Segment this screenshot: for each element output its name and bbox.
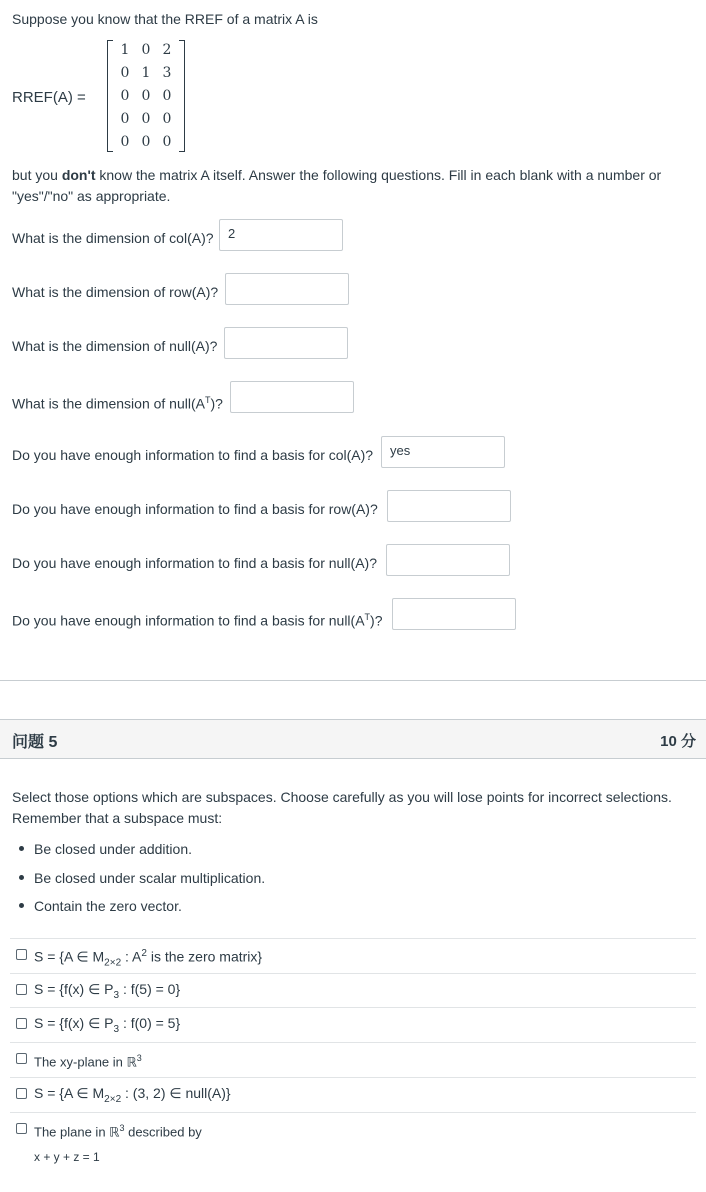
matrix-cell: 0 xyxy=(120,134,130,150)
rref-label: RREF(A) = xyxy=(12,89,86,106)
q-text: )? xyxy=(210,395,223,412)
option-checkbox[interactable] xyxy=(16,1018,27,1029)
option-divider xyxy=(10,973,696,974)
opt-text: : A xyxy=(121,948,142,965)
q-sup: T xyxy=(204,395,211,405)
matrix-cell: 1 xyxy=(120,42,130,58)
instr-text: but you xyxy=(12,167,62,183)
option-checkbox[interactable] xyxy=(16,1123,27,1134)
opt-sub: 2×2 xyxy=(104,957,122,969)
q-sup: T xyxy=(364,612,371,622)
opt-text: S = {A ∈ M xyxy=(34,1085,105,1101)
instr-text: know the matrix A itself. Answer the following questions. Fill in each blank with a number or xyxy=(95,167,662,183)
rule-item: Contain the zero vector. xyxy=(34,898,182,914)
opt-text: : (3, 2) ∈ null(A)} xyxy=(121,1085,231,1101)
option-label[interactable] xyxy=(34,979,180,1006)
question-title: 问题 5 xyxy=(12,734,58,751)
q-text: )? xyxy=(370,612,383,629)
matrix-cell: 0 xyxy=(162,134,172,150)
answer-input[interactable] xyxy=(387,490,511,522)
answer-input[interactable]: 2 xyxy=(219,219,343,251)
option-checkbox[interactable] xyxy=(16,949,27,960)
opt-text: S = {f(x) ∈ P xyxy=(34,1015,114,1031)
answer-input[interactable]: yes xyxy=(381,436,505,468)
option-divider xyxy=(10,938,696,939)
option-label[interactable] xyxy=(34,1083,231,1110)
option-divider xyxy=(10,1112,696,1113)
section-divider xyxy=(0,680,706,681)
matrix-cell: 2 xyxy=(162,42,172,58)
opt-sup: 2 xyxy=(141,948,147,959)
matrix-cell: 0 xyxy=(162,88,172,104)
matrix-cell: 0 xyxy=(141,134,151,150)
option-label[interactable] xyxy=(34,1048,142,1072)
answer-input[interactable] xyxy=(230,381,354,413)
question-label: Do you have enough information to find a basis for row(A)? xyxy=(12,501,378,517)
option-divider xyxy=(10,1077,696,1078)
matrix-row xyxy=(115,65,177,81)
answer-input[interactable] xyxy=(225,273,349,305)
answer-input[interactable] xyxy=(224,327,348,359)
option-checkbox[interactable] xyxy=(16,1088,27,1099)
opt-sub: 3 xyxy=(113,1023,120,1035)
question-label: What is the dimension of col(A)? xyxy=(12,230,214,246)
matrix-cell: 0 xyxy=(120,65,130,81)
matrix-row xyxy=(115,88,177,104)
opt-text: : f(0) = 5} xyxy=(119,1015,181,1031)
opt-text: The plane in ℝ xyxy=(34,1124,120,1140)
instructions-line1 xyxy=(12,165,661,186)
opt-sub: 3 xyxy=(113,989,120,1001)
option-divider xyxy=(10,1042,696,1043)
opt-text: S = {f(x) ∈ P xyxy=(34,981,114,997)
instr-bold: don't xyxy=(61,167,96,183)
matrix-row xyxy=(115,134,177,150)
matrix-row xyxy=(115,42,177,58)
answer-input[interactable] xyxy=(386,544,510,576)
question-label: Do you have enough information to find a basis for null(A)? xyxy=(12,555,377,571)
intro-text: Suppose you know that the RREF of a matrix A is xyxy=(12,11,318,27)
opt-text: The xy-plane in ℝ xyxy=(34,1054,137,1070)
rule-item: Be closed under scalar multiplication. xyxy=(34,870,266,886)
question-label: Do you have enough information to find a basis for col(A)? xyxy=(12,447,374,463)
matrix-cell: 0 xyxy=(162,111,172,127)
bullet-icon xyxy=(19,903,24,908)
answer-input[interactable] xyxy=(392,598,516,630)
matrix-cell: 0 xyxy=(141,42,151,58)
opt-text: : f(5) = 0} xyxy=(119,981,181,997)
q-text: What is the dimension of null(A xyxy=(12,395,205,412)
question-prompt: Remember that a subspace must: xyxy=(12,810,223,826)
question-prompt: Select those options which are subspaces. Choose carefully as you will lose points for incorrect selections. xyxy=(12,789,672,805)
bullet-icon xyxy=(19,875,24,880)
question-header xyxy=(0,719,706,759)
option-label[interactable] xyxy=(34,1118,202,1142)
opt-text: described by xyxy=(124,1124,202,1140)
matrix-left-bracket xyxy=(107,40,113,152)
opt-text: is the zero matrix} xyxy=(146,948,263,965)
matrix-cell: 0 xyxy=(141,111,151,127)
question-label xyxy=(12,607,383,632)
option-label[interactable] xyxy=(34,1013,180,1040)
opt-sup: 3 xyxy=(119,1123,125,1133)
bullet-icon xyxy=(19,846,24,851)
matrix-cell: 0 xyxy=(120,88,130,104)
instructions-line2: "yes"/"no" as appropriate. xyxy=(12,188,171,204)
question-points: 10 分 xyxy=(660,733,696,750)
question-label xyxy=(12,390,223,415)
matrix-right-bracket xyxy=(179,40,185,152)
matrix-cell: 3 xyxy=(162,65,172,81)
q-text: Do you have enough information to find a basis for null(A xyxy=(12,612,365,629)
option-label[interactable] xyxy=(34,944,262,973)
opt-sub: 2×2 xyxy=(104,1093,122,1105)
option-divider xyxy=(10,1007,696,1008)
option-checkbox[interactable] xyxy=(16,1053,27,1064)
matrix-cell: 0 xyxy=(120,111,130,127)
matrix-cell: 0 xyxy=(141,88,151,104)
option-checkbox[interactable] xyxy=(16,984,27,995)
opt-text: S = {A ∈ M xyxy=(34,948,105,965)
question-label: What is the dimension of row(A)? xyxy=(12,284,219,300)
plane-equation: x + y + z = 1 xyxy=(34,1150,100,1164)
matrix-cell: 1 xyxy=(141,65,151,81)
opt-sup: 3 xyxy=(136,1053,142,1063)
question-label: What is the dimension of null(A)? xyxy=(12,338,218,354)
rref-matrix xyxy=(107,40,185,154)
matrix-row xyxy=(115,111,177,127)
rule-item: Be closed under addition. xyxy=(34,841,192,857)
